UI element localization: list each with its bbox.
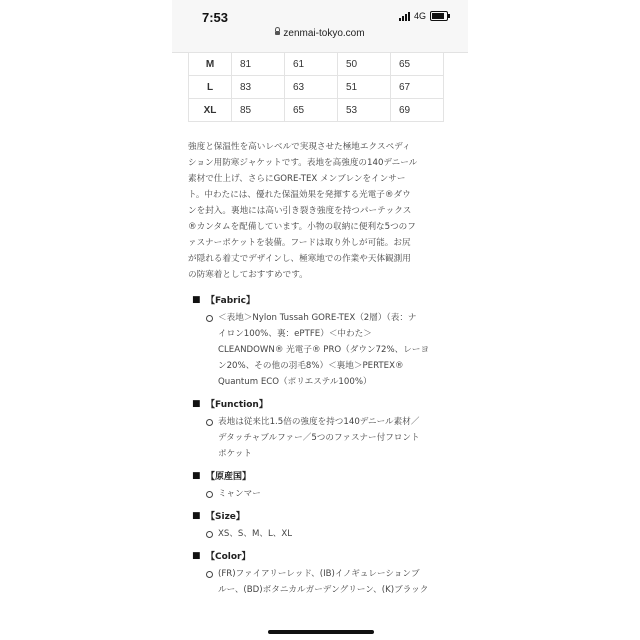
table-cell: 67 <box>391 76 444 99</box>
spec-heading: 【原産国】 <box>206 472 252 482</box>
battery-icon <box>430 11 448 21</box>
spec-item-fabric <box>186 292 456 390</box>
status-bar <box>172 0 468 53</box>
spec-body <box>206 566 456 598</box>
spec-heading: 【Function】 <box>206 400 268 410</box>
table-cell: XL <box>189 99 232 122</box>
status-time: 7:53 <box>202 10 229 25</box>
signal-icon <box>399 12 410 21</box>
spec-heading: 【Color】 <box>206 552 251 562</box>
bullet-icon: ■ <box>192 471 201 481</box>
table-cell: 63 <box>285 76 338 99</box>
spec-heading: 【Size】 <box>206 512 245 522</box>
phone-screen <box>172 0 468 640</box>
table-cell: 50 <box>338 53 391 76</box>
table-cell: 81 <box>232 53 285 76</box>
spec-text: (FR)ファイアリーレッド、(IB)イノギュレーションブ ルー、(BD)ボタニカルガーデングリーン、(K)ブラック <box>218 569 429 595</box>
spec-item-color <box>186 548 456 598</box>
bullet-icon: ■ <box>192 399 201 409</box>
spec-text: XS、S、M、L、XL <box>218 529 293 539</box>
spec-body <box>206 414 456 462</box>
product-description: 強度と保温性を高いレベルで実現させた極地エクスペディ ション用防寒ジャケットです。表地を高強度の140デニール 素材で仕上げ、さらにGORE-TEX メンブレンをインサー ト。中わたには、優れた保温効果を発揮する光電子®ダウ ンを封入。裏地には高い引き裂き強度を持つパーテックス ®カンタムを配備しています。小物の収納に便利な5つのフ ァスナーポケットを装備。フードは取り外しが可能。お尻 が隠れる着丈でデザインし、極寒地での作業や天体観測用 の防寒着としておすすめです。 <box>188 142 418 280</box>
circle-bullet-icon <box>206 419 213 426</box>
table-cell: 65 <box>285 99 338 122</box>
spec-body <box>206 526 456 542</box>
table-cell: 51 <box>338 76 391 99</box>
spec-item-function <box>186 396 456 462</box>
table-cell: L <box>189 76 232 99</box>
spec-item-origin <box>186 468 456 502</box>
table-cell: 85 <box>232 99 285 122</box>
spec-body <box>206 310 456 390</box>
lock-icon <box>275 31 280 35</box>
circle-bullet-icon <box>206 491 213 498</box>
table-cell: M <box>189 53 232 76</box>
table-cell: 61 <box>285 53 338 76</box>
table-row <box>189 76 444 99</box>
address-bar[interactable] <box>172 28 468 39</box>
status-icons <box>399 11 448 21</box>
circle-bullet-icon <box>206 531 213 538</box>
spec-text: ＜表地＞Nylon Tussah GORE-TEX（2層）（表：ナ イロン100%、裏：ePTFE）＜中わた＞ CLEANDOWN® 光電子® PRO（ダウン72%、レーヨ ン20%、その他の羽毛8%）＜裏地＞PERTEX® Quantum ECO（ポリエステル100%） <box>218 313 430 387</box>
spec-heading: 【Fabric】 <box>206 296 255 306</box>
url-text: zenmai-tokyo.com <box>283 28 365 39</box>
size-table <box>188 52 444 122</box>
bullet-icon: ■ <box>192 511 201 521</box>
table-row <box>189 53 444 76</box>
spec-body <box>206 486 456 502</box>
table-cell: 65 <box>391 53 444 76</box>
spec-text: 表地は従来比1.5倍の強度を持つ140デニール素材／ デタッチャブルファー／5つのファスナー付フロント ポケット <box>218 417 420 459</box>
spec-item-size <box>186 508 456 542</box>
table-cell: 69 <box>391 99 444 122</box>
table-cell: 83 <box>232 76 285 99</box>
circle-bullet-icon <box>206 315 213 322</box>
spec-text: ミャンマー <box>218 489 261 499</box>
table-row <box>189 99 444 122</box>
bullet-icon: ■ <box>192 551 201 561</box>
spec-list <box>186 292 456 598</box>
circle-bullet-icon <box>206 571 213 578</box>
home-indicator[interactable] <box>268 630 374 634</box>
bullet-icon: ■ <box>192 295 201 305</box>
table-cell: 53 <box>338 99 391 122</box>
network-label: 4G <box>413 11 426 21</box>
